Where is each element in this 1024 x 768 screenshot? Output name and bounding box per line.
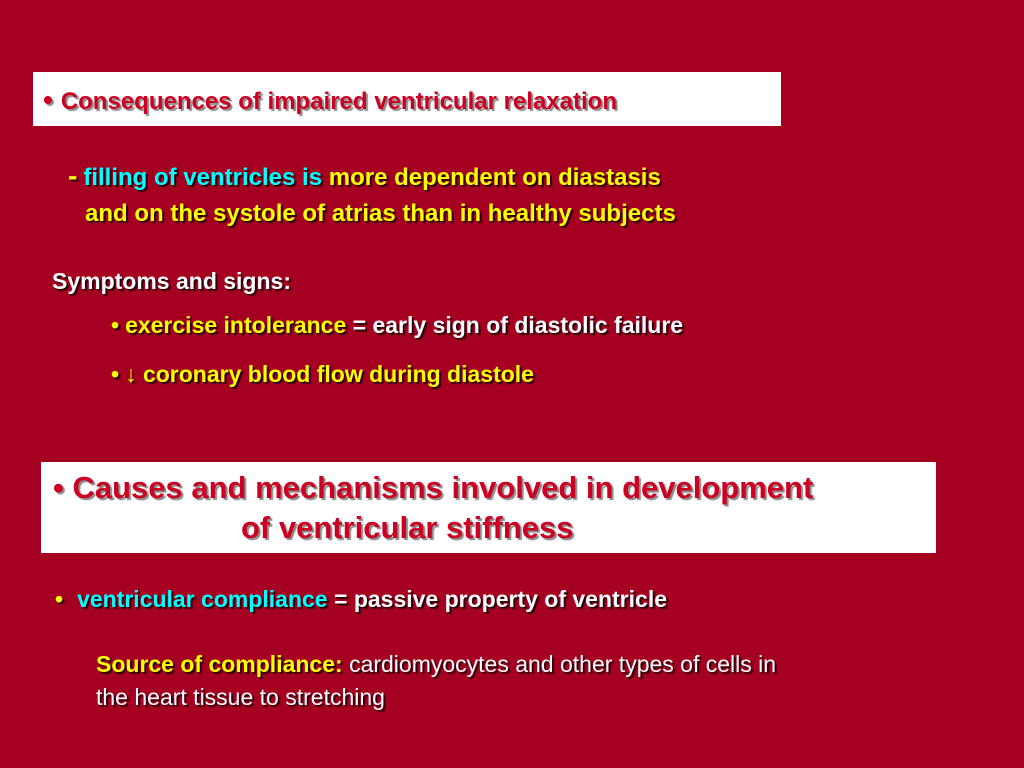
section-title-consequences	[43, 84, 617, 116]
source-line-1	[96, 648, 776, 681]
symptom-item-coronary-flow	[111, 361, 534, 388]
bullet-icon: •	[111, 312, 120, 338]
compliance-definition	[55, 586, 667, 613]
source-label: Source of compliance:	[96, 651, 343, 677]
source-of-compliance	[96, 648, 776, 714]
source-text-1: cardiomyocytes and other types of cells in	[349, 651, 777, 677]
compliance-term: ventricular compliance	[77, 586, 328, 612]
bullet-icon: •	[55, 586, 64, 612]
section-title-text: Causes and mechanisms involved in development	[72, 470, 814, 505]
filling-cyan-text: filling of ventricles is	[83, 164, 323, 191]
filling-line-1	[68, 158, 676, 196]
symptom-description: coronary blood flow during diastole	[142, 361, 534, 387]
equals-sign: =	[352, 312, 367, 338]
source-line-2: the heart tissue to stretching	[96, 684, 385, 710]
dash-marker: -	[68, 160, 78, 191]
bullet-icon: •	[43, 84, 53, 115]
symptom-highlight: exercise intolerance	[125, 312, 347, 338]
bullet-icon: •	[53, 470, 64, 505]
compliance-description: = passive property of ventricle	[334, 586, 667, 612]
symptoms-heading: Symptoms and signs:	[52, 268, 291, 294]
section-title-box-causes	[41, 462, 936, 553]
section-title-causes-line-1	[53, 470, 813, 506]
bullet-icon: •	[111, 361, 120, 387]
filling-statement	[68, 158, 676, 232]
down-arrow-icon: ↓	[125, 361, 137, 387]
section-title-text: Consequences of impaired ventricular relaxation	[60, 88, 617, 115]
section-title-causes-line-2: of ventricular stiffness	[241, 510, 574, 545]
section-title-box-consequences	[33, 72, 781, 126]
filling-yellow-text: more dependent on diastasis	[328, 164, 661, 191]
symptom-item-exercise-intolerance	[111, 312, 683, 339]
filling-line-2: and on the systole of atrias than in healthy subjects	[85, 200, 676, 227]
symptom-description: early sign of diastolic failure	[372, 312, 684, 338]
